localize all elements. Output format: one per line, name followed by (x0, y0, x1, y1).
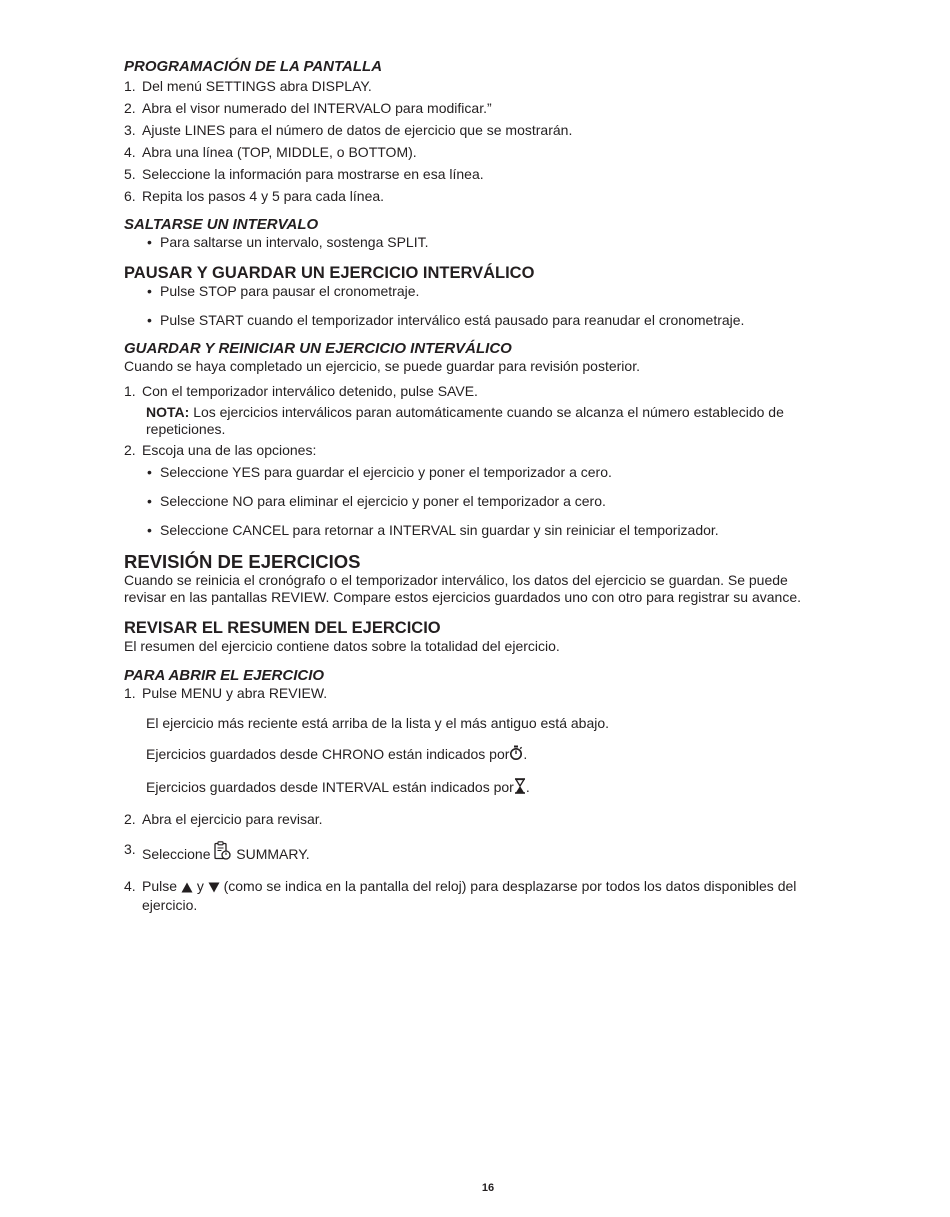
section-title-display-programming: PROGRAMACIÓN DE LA PANTALLA (124, 58, 383, 75)
hourglass-icon (514, 778, 526, 798)
step-number: 3. (124, 841, 136, 857)
list-item (124, 878, 814, 914)
bullet-text: Para saltarse un intervalo, sostenga SPLIT. (160, 234, 429, 250)
list-item (124, 144, 824, 161)
paragraph: El ejercicio más reciente está arriba de la lista y el más antiguo está abajo. (146, 715, 610, 731)
paragraph-text: Ejercicios guardados desde CHRONO están indicados por (146, 746, 510, 762)
step-number: 1. (124, 78, 136, 94)
paragraph (124, 745, 824, 765)
step-text: Repita los pasos 4 y 5 para cada línea. (142, 188, 385, 204)
list-item (124, 100, 824, 117)
up-triangle-icon (181, 880, 193, 897)
stopwatch-icon (509, 745, 523, 765)
list-item (124, 442, 824, 459)
step-text: Seleccione (142, 846, 211, 862)
step-text: Pulse MENU y abra REVIEW. (142, 685, 328, 701)
paragraph (124, 778, 824, 798)
list-item (124, 78, 824, 95)
note-text: Los ejercicios interválicos paran automáticamente cuando se alcanza el número establecido de repeticiones. (146, 404, 784, 437)
list-item (124, 522, 824, 539)
bullet: • (147, 464, 152, 480)
section-title-save-reset: GUARDAR Y REINICIAR UN EJERCICIO INTERVÁLICO (124, 340, 512, 357)
list-item (124, 122, 824, 139)
list-item (124, 493, 824, 510)
bullet-text: Seleccione CANCEL para retornar a INTERVAL sin guardar y sin reiniciar el temporizador. (160, 522, 719, 538)
list-item (124, 383, 824, 400)
step-number: 1. (124, 383, 136, 399)
step-text: Pulse (142, 878, 178, 894)
clipboard-stopwatch-icon (214, 841, 232, 865)
page-number: 16 (481, 1182, 495, 1194)
bullet-text: Seleccione NO para eliminar el ejercicio y poner el temporizador a cero. (160, 493, 606, 509)
section-intro: Cuando se haya completado un ejercicio, se puede guardar para revisión posterior. (124, 358, 640, 374)
step-text: Seleccione la información para mostrarse en esa línea. (142, 166, 484, 182)
step-text: Ajuste LINES para el número de datos de ejercicio que se mostrarán. (142, 122, 573, 138)
list-item (124, 283, 824, 300)
bullet-text: Pulse STOP para pausar el cronometraje. (160, 283, 420, 299)
bullet: • (147, 312, 152, 328)
step-number: 1. (124, 685, 136, 701)
bullet: • (147, 283, 152, 299)
list-item (124, 234, 824, 251)
step-number: 2. (124, 100, 136, 116)
bullet: • (147, 234, 152, 250)
step-text: SUMMARY. (236, 846, 310, 862)
list-item (124, 312, 824, 329)
list-item (124, 685, 824, 702)
list-item (124, 166, 824, 183)
step-number: 6. (124, 188, 136, 204)
step-text: Abra una línea (TOP, MIDDLE, o BOTTOM). (142, 144, 417, 160)
section-body: Cuando se reinicia el cronógrafo o el temporizador interválico, los datos del ejercicio se guardan. Se puede revisar en las pantallas REVIEW. Compare estos ejercicios guardados uno con otro para registrar su avance. (124, 572, 802, 605)
step-number: 4. (124, 878, 136, 894)
step-text: Escoja una de las opciones: (142, 442, 317, 458)
down-triangle-icon (208, 880, 220, 897)
section-title-workout-review: REVISIÓN DE EJERCICIOS (124, 551, 361, 572)
paragraph-period: . (523, 746, 528, 762)
section-title-open-workout: PARA ABRIR EL EJERCICIO (124, 667, 325, 684)
section-title-skip-interval: SALTARSE UN INTERVALO (124, 216, 319, 233)
step-number: 4. (124, 144, 136, 160)
step-number: 3. (124, 122, 136, 138)
bullet-text: Seleccione YES para guardar el ejercicio y poner el temporizador a cero. (160, 464, 612, 480)
display-steps-list (124, 78, 824, 205)
manual-page (124, 58, 824, 914)
list-item (124, 841, 824, 865)
step-text: Abra el visor numerado del INTERVALO para modificar.” (142, 100, 492, 116)
step-number: 2. (124, 811, 136, 827)
step-text: y (196, 878, 204, 894)
list-item (124, 188, 824, 205)
step-text: (como se indica en la pantalla del reloj) para desplazarse por todos los datos disponibles del ejercicio. (142, 878, 797, 913)
bullet: • (147, 522, 152, 538)
section-title-review-summary: REVISAR EL RESUMEN DEL EJERCICIO (124, 619, 441, 637)
paragraph-text: Ejercicios guardados desde INTERVAL están indicados por (146, 779, 514, 795)
step-text: Del menú SETTINGS abra DISPLAY. (142, 78, 372, 94)
step-number: 5. (124, 166, 136, 182)
note (124, 404, 786, 438)
paragraph-period: . (525, 779, 530, 795)
bullet: • (147, 493, 152, 509)
step-text: Con el temporizador interválico detenido, pulse SAVE. (142, 383, 478, 399)
step-text: Abra el ejercicio para revisar. (142, 811, 323, 827)
bullet-text: Pulse START cuando el temporizador interválico está pausado para reanudar el cronometraje. (160, 312, 745, 328)
section-title-pause-save: PAUSAR Y GUARDAR UN EJERCICIO INTERVÁLICO (124, 264, 535, 282)
note-label: NOTA: (146, 404, 190, 420)
list-item (124, 811, 824, 828)
step-number: 2. (124, 442, 136, 458)
section-body: El resumen del ejercicio contiene datos sobre la totalidad del ejercicio. (124, 638, 560, 654)
list-item (124, 464, 824, 481)
